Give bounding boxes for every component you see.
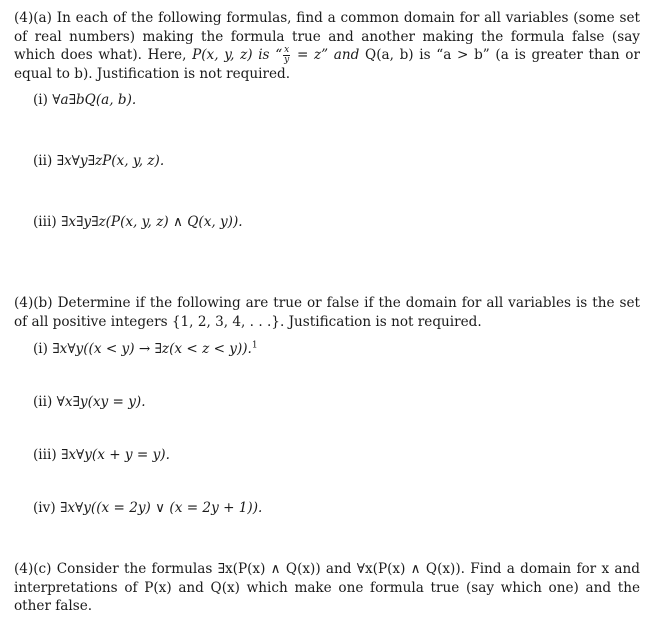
item-formula: ∀x∃y(xy = y).	[56, 394, 146, 410]
footnote-marker: 1	[251, 340, 258, 351]
q-definition: Q(a, b) is “a > b” (a is greater than or equal to b). Justification is not required.	[14, 47, 640, 82]
part-b-item-iv	[33, 499, 262, 517]
item-label: (iii)	[33, 214, 57, 230]
item-formula: ∃x∀y(x + y = y).	[60, 447, 170, 463]
part-a-heading: (4)(a)	[14, 10, 52, 26]
item-formula: ∃x∃y∃z(P(x, y, z) ∧ Q(x, y)).	[60, 214, 243, 230]
item-formula: ∃x∀y∃zP(x, y, z).	[56, 153, 165, 169]
part-c-heading: (4)(c)	[14, 561, 52, 577]
part-b-intro	[14, 294, 640, 331]
part-a-item-iii	[33, 213, 243, 231]
p-definition-rest: = z” and	[291, 47, 366, 63]
item-label: (ii)	[33, 153, 53, 169]
part-b-item-i	[33, 340, 258, 358]
part-a-intro	[14, 9, 640, 84]
part-b-item-iii	[33, 446, 170, 464]
item-label: (i)	[33, 341, 48, 357]
p-fraction-denominator: y	[284, 55, 290, 65]
p-fraction	[283, 46, 290, 65]
part-b-heading: (4)(b)	[14, 295, 53, 311]
item-label: (iii)	[33, 447, 57, 463]
part-a-intro-text: In each of the following formulas, find a common domain for all variables (some set of real numbers) making the formula true and another making the formula false (say which does what). Here,	[14, 10, 640, 63]
p-definition-label: P(x, y, z) is “	[192, 47, 283, 63]
part-c-paragraph	[14, 560, 640, 616]
item-formula: ∃x∀y((x < y) → ∃z(x < z < y)).	[52, 341, 252, 357]
part-b-intro-text: Determine if the following are true or false if the domain for all variables is the set of all positive integers {1, 2, 3, 4, . . .}. Justification is not required.	[14, 295, 640, 330]
part-b-item-ii	[33, 393, 146, 411]
item-label: (i)	[33, 92, 48, 108]
part-a-item-ii	[33, 152, 164, 170]
item-label: (ii)	[33, 394, 53, 410]
part-a-item-i	[33, 91, 136, 109]
item-formula: ∃x∀y((x = 2y) ∨ (x = 2y + 1)).	[59, 500, 263, 516]
part-c-text: Consider the formulas ∃x(P(x) ∧ Q(x)) and ∀x(P(x) ∧ Q(x)). Find a domain for x and interpretations of P(x) and Q(x) which make one formula true (say which one) and the other false.	[14, 561, 640, 614]
item-label: (iv)	[33, 500, 56, 516]
p-fraction-numerator: x	[284, 45, 290, 55]
item-formula: ∀a∃bQ(a, b).	[52, 92, 137, 108]
